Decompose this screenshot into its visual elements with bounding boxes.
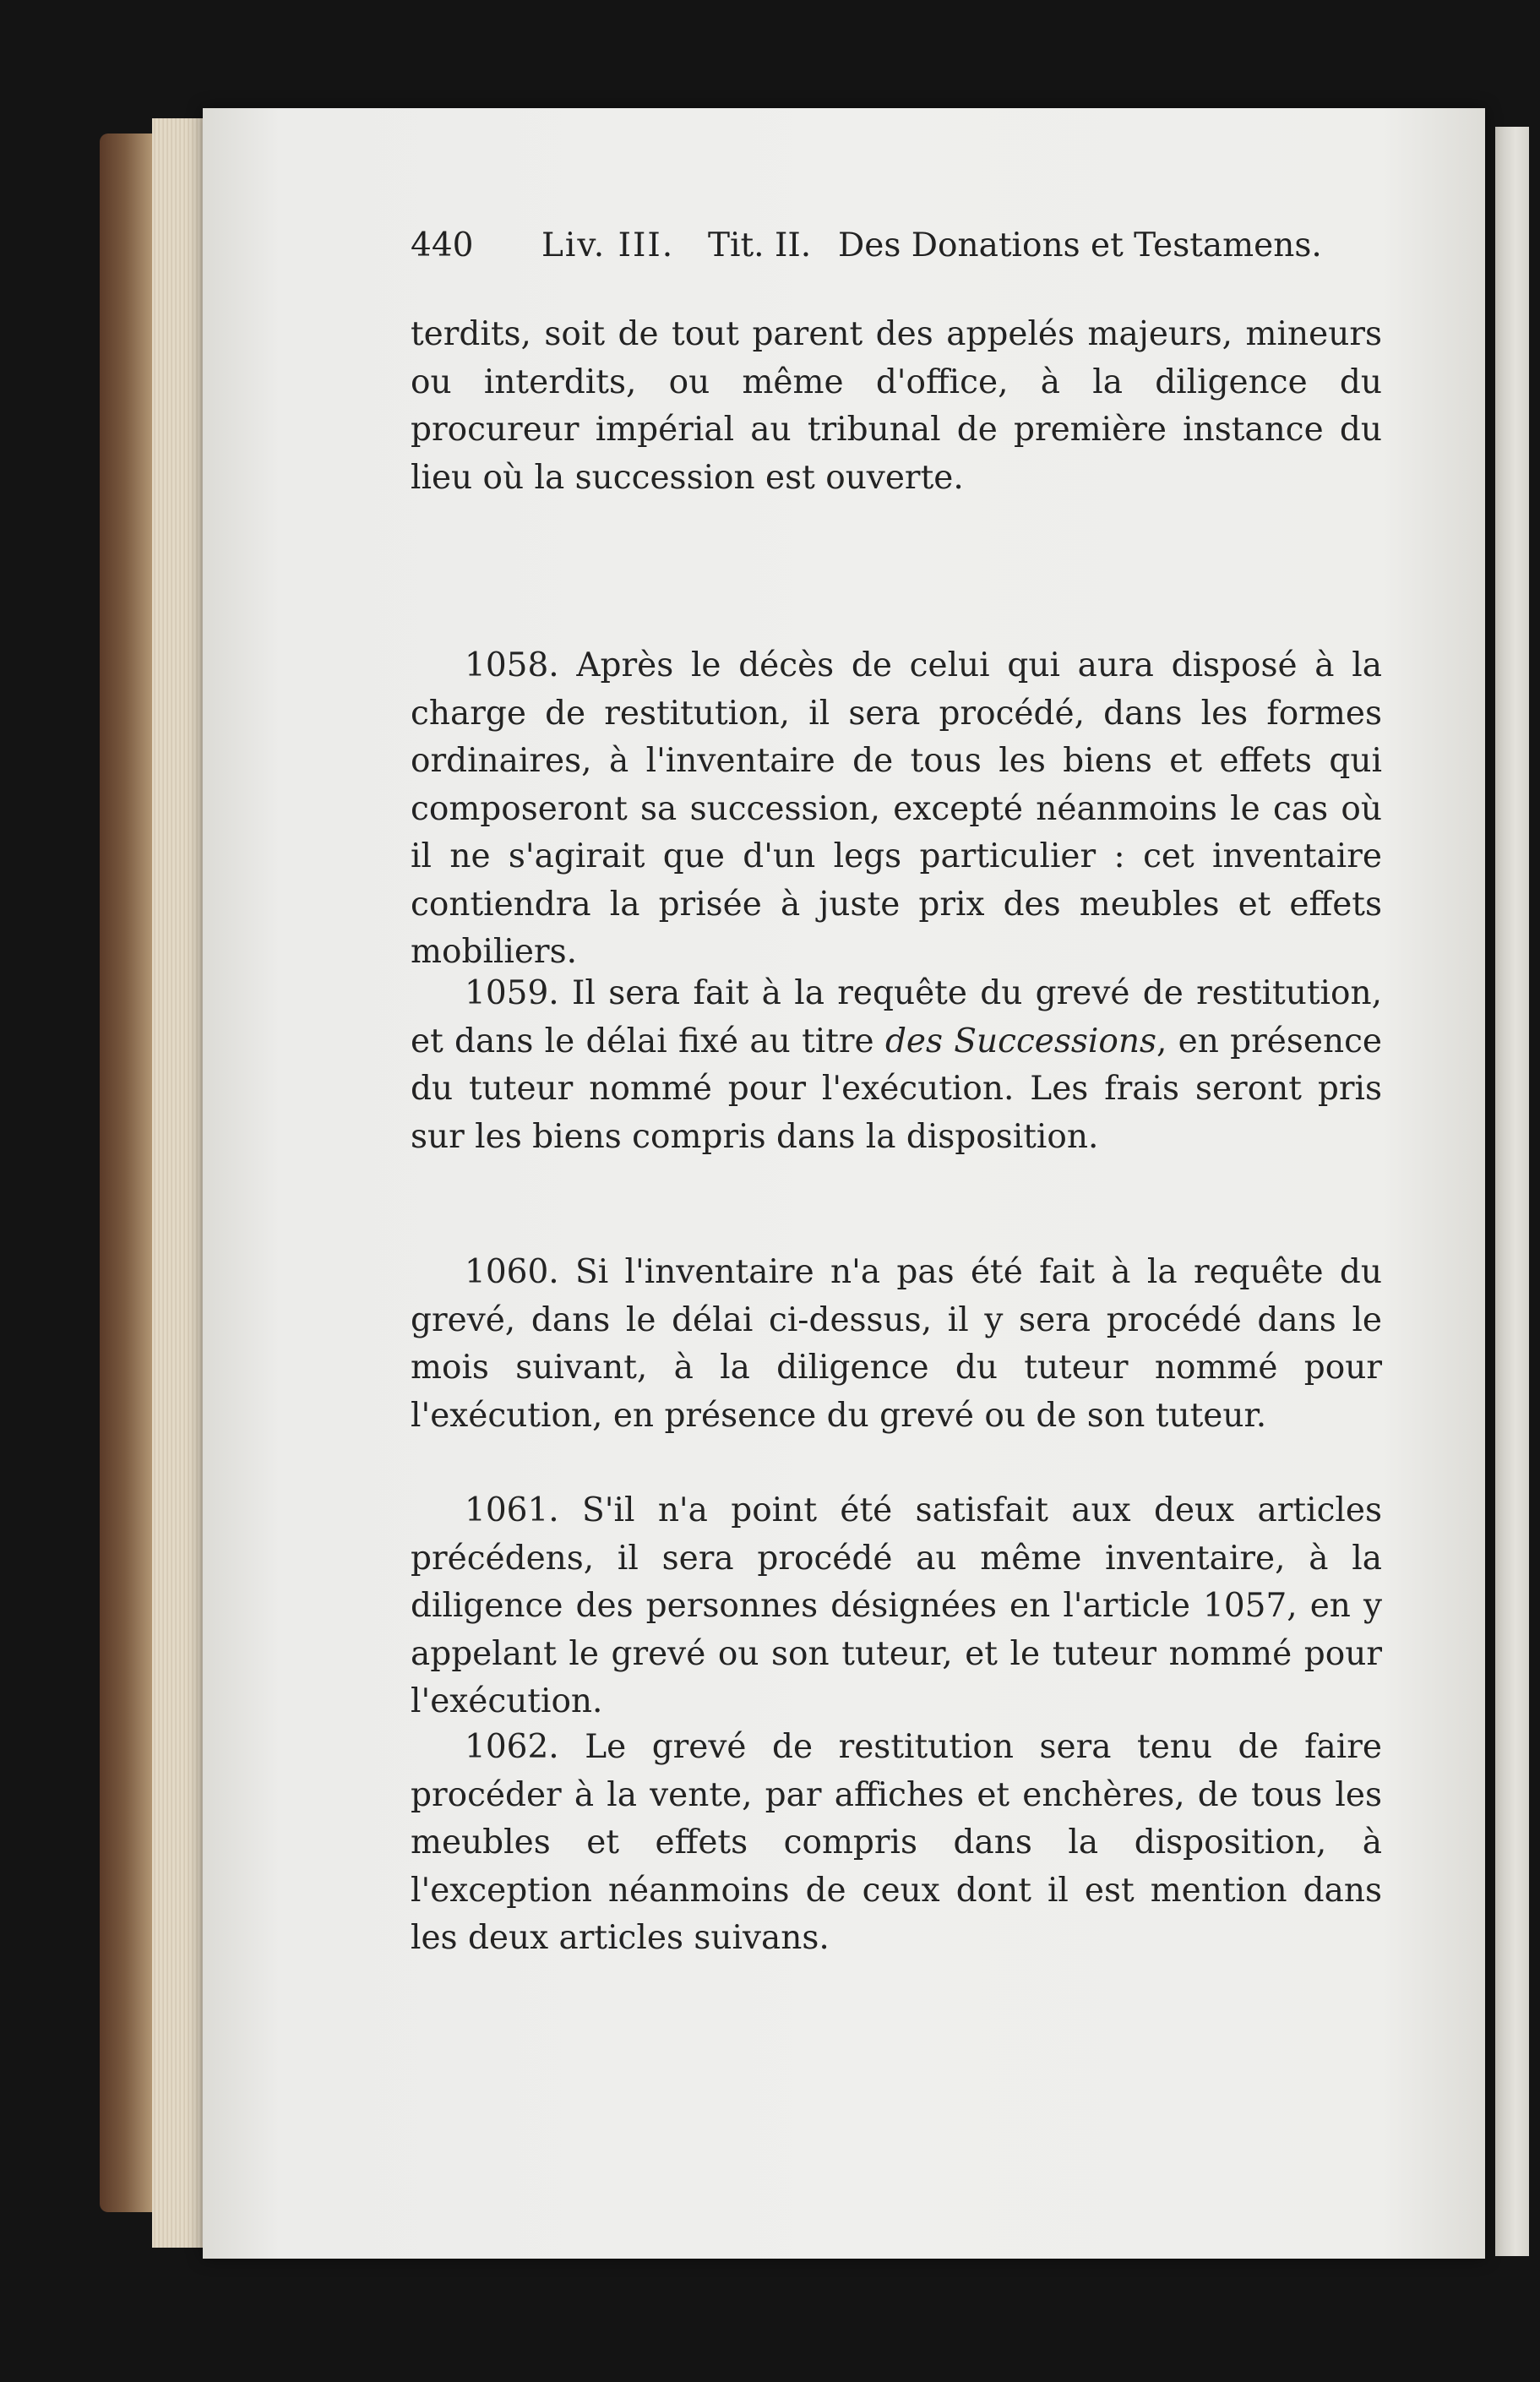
article-text: S'il n'a point été satisfait aux deux articles précédens, il sera procédé au même inventaire, à la diligence des personnes désignées en l'article 1057, en y appelant le grevé ou son tuteur, et le tuteur nommé pour l'exécution. <box>411 1491 1382 1720</box>
article-1060 <box>411 1249 1382 1440</box>
article-1061 <box>411 1487 1382 1726</box>
article-text-italic: des Successions <box>884 1022 1156 1060</box>
article-1059 <box>411 970 1382 1161</box>
article-number: 1061. <box>465 1491 559 1529</box>
article-number: 1058. <box>465 646 559 684</box>
article-number: 1062. <box>465 1728 559 1766</box>
article-text: Si l'inventaire n'a pas été fait à la requête du grevé, dans le délai ci-dessus, il y sera procédé dans le mois suivant, à la diligence du tuteur nommé pour l'exécution, en présence du grevé ou de son tuteur. <box>411 1253 1382 1435</box>
continuation-paragraph: terdits, soit de tout parent des appelés majeurs, mineurs ou interdits, ou même d'office, à la diligence du procureur impérial au tribunal de première instance du lieu où la succession est ouverte. <box>411 315 1382 497</box>
header-book: Liv. III. <box>541 226 675 264</box>
facing-page-edge <box>1495 127 1529 2256</box>
article-number: 1060. <box>465 1253 559 1291</box>
article-number: 1059. <box>465 974 559 1012</box>
header-title-part: Tit. II. <box>708 226 812 264</box>
header-section: Des Donations et Testamens. <box>838 226 1322 264</box>
page-number: 440 <box>411 226 474 264</box>
article-text: , en présence du tuteur nommé pour l'exécution. Les frais seront pris sur les biens compris dans la disposition. <box>411 1022 1382 1156</box>
article-text: Le grevé de restitution sera tenu de faire procéder à la vente, par affiches et enchères, de tous les meubles et effets compris dans la disposition, à l'exception néanmoins de ceux dont il est mention dans les deux articles suivans. <box>411 1728 1382 1957</box>
article-1058 <box>411 642 1382 977</box>
article-text: Il sera fait à la requête du grevé de restitution, et dans le délai fixé au titre <box>411 974 1382 1060</box>
running-header <box>411 226 1382 277</box>
article-text: Après le décès de celui qui aura disposé à la charge de restitution, il sera procédé, dans les formes ordinaires, à l'inventaire de tous les biens et effets qui composeront sa succession, excepté néanmoins le cas où il ne s'agirait que d'un legs particulier : cet inventaire contiendra la prisée à juste prix des meubles et effets mobiliers. <box>411 646 1382 971</box>
article-1062 <box>411 1724 1382 1963</box>
